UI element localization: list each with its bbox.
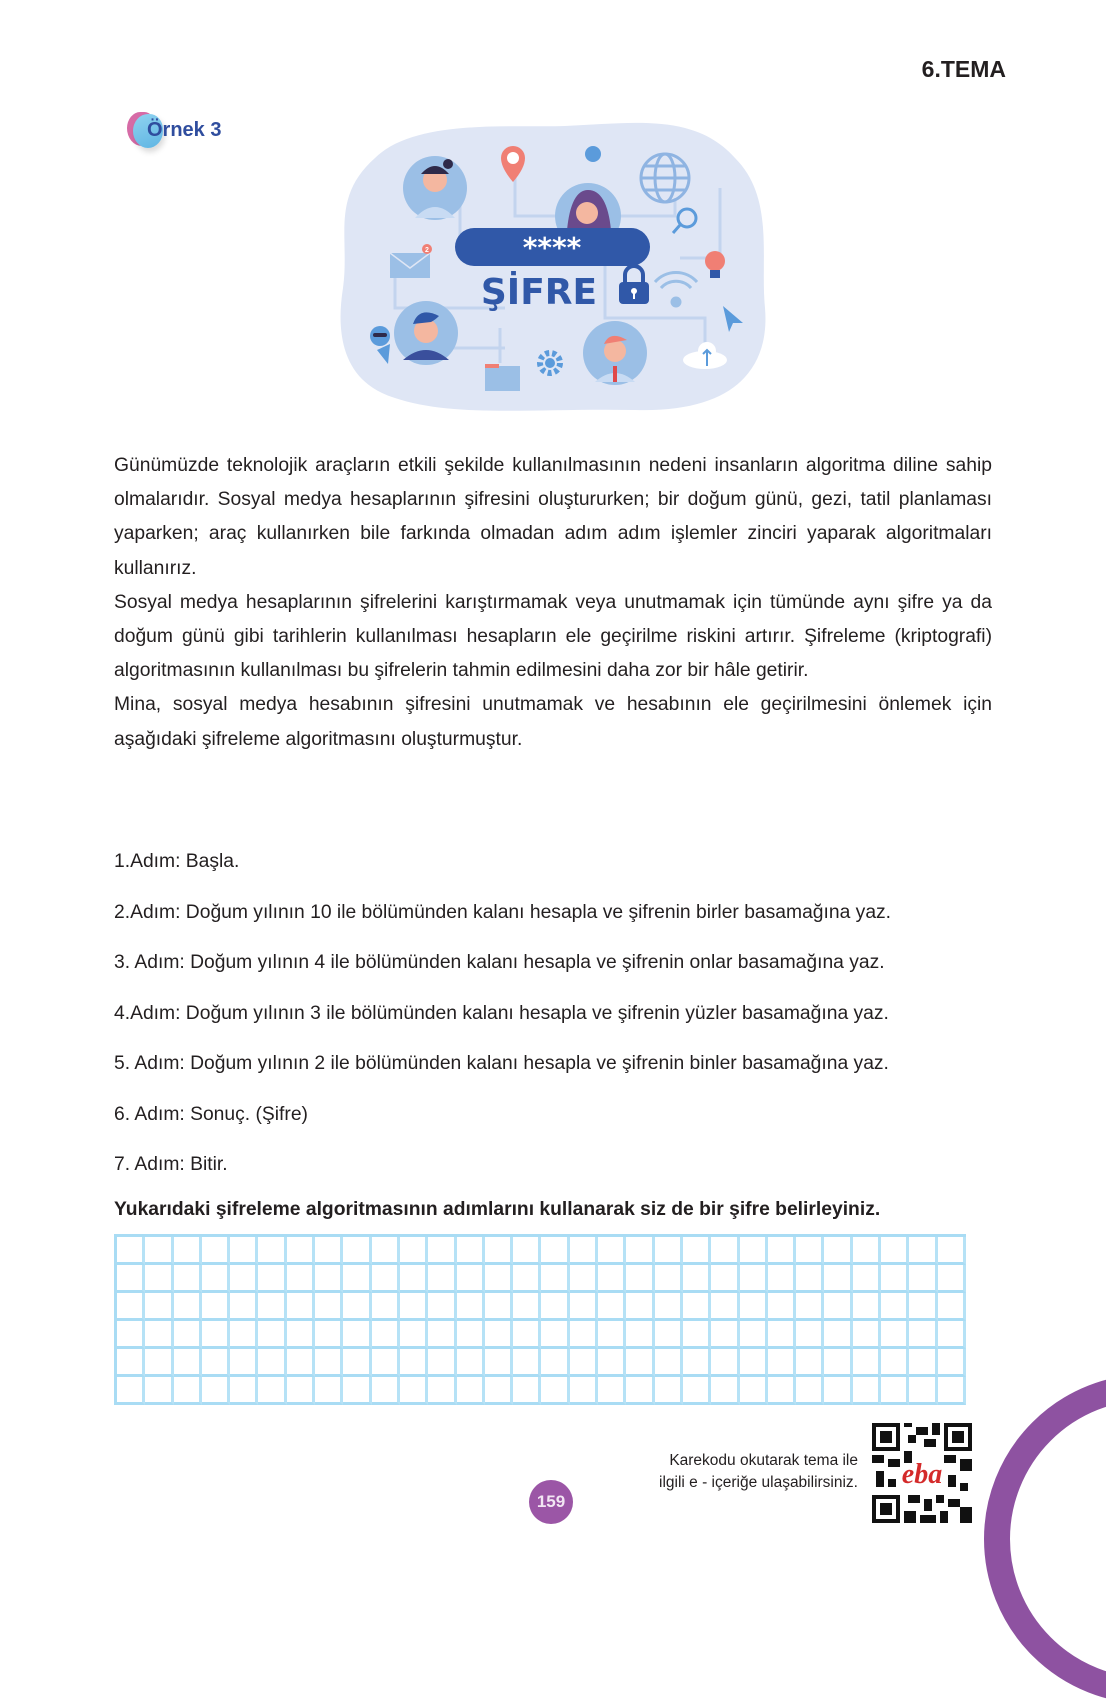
- grid-cell[interactable]: [796, 1293, 824, 1321]
- answer-grid[interactable]: [114, 1234, 966, 1405]
- step-item: 4.Adım: Doğum yılının 3 ile bölümünden kalanı hesapla ve şifrenin yüzler basamağına yaz.: [114, 1002, 889, 1024]
- grid-cell[interactable]: [598, 1349, 626, 1377]
- grid-cell[interactable]: [400, 1237, 428, 1265]
- paragraph: Sosyal medya hesaplarının şifrelerini karıştırmamak veya unutmamak için tümünde aynı şifre ya da doğum günü gibi tarihlerin kullanılması hesapların ele geçirilme riskini artırır. Şifreleme (kriptografi) algoritmasının kullanılması bu şifrelerin tahmin edilmesini daha zor bir hâle getirir.: [114, 591, 992, 682]
- grid-cell[interactable]: [909, 1293, 937, 1321]
- grid-cell[interactable]: [457, 1321, 485, 1349]
- grid-cell[interactable]: [428, 1321, 456, 1349]
- grid-cell[interactable]: [768, 1265, 796, 1293]
- grid-cell[interactable]: [796, 1349, 824, 1377]
- grid-cell[interactable]: [541, 1349, 569, 1377]
- grid-cell[interactable]: [655, 1349, 683, 1377]
- grid-cell[interactable]: [315, 1293, 343, 1321]
- grid-cell[interactable]: [457, 1349, 485, 1377]
- grid-cell[interactable]: [796, 1265, 824, 1293]
- grid-cell[interactable]: [711, 1265, 739, 1293]
- grid-cell[interactable]: [258, 1377, 286, 1405]
- grid-cell[interactable]: [457, 1265, 485, 1293]
- grid-cell[interactable]: [343, 1293, 371, 1321]
- grid-cell[interactable]: [711, 1377, 739, 1405]
- paragraph: Günümüzde teknolojik araçların etkili şekilde kullanılmasının nedeni insanların algoritma diline sahip olmalarıdır. Sosyal medya hesaplarının şifresini oluştururken; bir doğum günü, gezi, tatil planlaması yaparken; araç kullanırken bile farkında olmadan adım adım işlemler zinciri yaparak algoritmaları kullanırız.: [114, 455, 992, 579]
- grid-cell[interactable]: [457, 1377, 485, 1405]
- grid-cell[interactable]: [768, 1321, 796, 1349]
- grid-cell[interactable]: [541, 1265, 569, 1293]
- grid-cell[interactable]: [145, 1265, 173, 1293]
- grid-cell[interactable]: [513, 1349, 541, 1377]
- qr-code-icon[interactable]: [872, 1423, 972, 1523]
- grid-cell[interactable]: [258, 1237, 286, 1265]
- grid-cell[interactable]: [400, 1265, 428, 1293]
- grid-cell[interactable]: [457, 1293, 485, 1321]
- grid-cell[interactable]: [513, 1237, 541, 1265]
- grid-cell[interactable]: [824, 1377, 852, 1405]
- decorative-arc: [984, 1374, 1106, 1704]
- grid-cell[interactable]: [343, 1265, 371, 1293]
- grid-cell[interactable]: [343, 1237, 371, 1265]
- grid-cell[interactable]: [428, 1349, 456, 1377]
- step-item: 7. Adım: Bitir.: [114, 1154, 228, 1175]
- grid-cell[interactable]: [145, 1293, 173, 1321]
- grid-cell[interactable]: [230, 1377, 258, 1405]
- grid-cell[interactable]: [541, 1377, 569, 1405]
- grid-cell[interactable]: [683, 1293, 711, 1321]
- svg-text:****: ****: [522, 231, 582, 264]
- qr-caption-line: ilgili e - içeriğe ulaşabilirsiniz.: [659, 1474, 858, 1491]
- grid-cell[interactable]: [541, 1321, 569, 1349]
- grid-cell[interactable]: [174, 1293, 202, 1321]
- grid-cell[interactable]: [711, 1237, 739, 1265]
- grid-cell[interactable]: [570, 1349, 598, 1377]
- grid-cell[interactable]: [824, 1237, 852, 1265]
- grid-cell[interactable]: [796, 1321, 824, 1349]
- grid-cell[interactable]: [683, 1349, 711, 1377]
- grid-cell[interactable]: [202, 1237, 230, 1265]
- grid-cell[interactable]: [853, 1377, 881, 1405]
- grid-cell[interactable]: [485, 1237, 513, 1265]
- grid-cell[interactable]: [740, 1321, 768, 1349]
- grid-cell[interactable]: [174, 1349, 202, 1377]
- grid-cell[interactable]: [372, 1265, 400, 1293]
- grid-cell[interactable]: [626, 1293, 654, 1321]
- grid-cell[interactable]: [626, 1265, 654, 1293]
- grid-cell[interactable]: [853, 1265, 881, 1293]
- grid-cell[interactable]: [485, 1293, 513, 1321]
- grid-cell[interactable]: [117, 1293, 145, 1321]
- grid-cell[interactable]: [117, 1237, 145, 1265]
- qr-caption: [659, 1450, 858, 1494]
- grid-cell[interactable]: [428, 1237, 456, 1265]
- grid-cell[interactable]: [117, 1265, 145, 1293]
- grid-cell[interactable]: [824, 1349, 852, 1377]
- grid-cell[interactable]: [258, 1293, 286, 1321]
- grid-cell[interactable]: [117, 1349, 145, 1377]
- step-item: 2.Adım: Doğum yılının 10 ile bölümünden kalanı hesapla ve şifrenin birler basamağına yaz.: [114, 901, 892, 923]
- body-text: [114, 449, 992, 757]
- grid-cell[interactable]: [598, 1237, 626, 1265]
- grid-cell[interactable]: [485, 1265, 513, 1293]
- grid-cell[interactable]: [938, 1349, 966, 1377]
- grid-cell[interactable]: [881, 1237, 909, 1265]
- grid-cell[interactable]: [626, 1237, 654, 1265]
- page-number: 159: [529, 1480, 573, 1524]
- grid-cell[interactable]: [909, 1349, 937, 1377]
- grid-cell[interactable]: [287, 1377, 315, 1405]
- password-field: [455, 228, 650, 266]
- avatar-man-tie-icon: [583, 321, 647, 385]
- task-instruction: Yukarıdaki şifreleme algoritmasının adımlarını kullanarak siz de bir şifre belirleyiniz.: [114, 1199, 881, 1220]
- grid-cell[interactable]: [202, 1265, 230, 1293]
- grid-cell[interactable]: [683, 1265, 711, 1293]
- grid-cell[interactable]: [174, 1321, 202, 1349]
- grid-cell[interactable]: [513, 1321, 541, 1349]
- grid-cell[interactable]: [258, 1349, 286, 1377]
- grid-cell[interactable]: [372, 1321, 400, 1349]
- grid-cell[interactable]: [230, 1349, 258, 1377]
- grid-cell[interactable]: [570, 1377, 598, 1405]
- grid-cell[interactable]: [315, 1265, 343, 1293]
- grid-cell[interactable]: [428, 1293, 456, 1321]
- grid-cell[interactable]: [287, 1265, 315, 1293]
- grid-cell[interactable]: [683, 1377, 711, 1405]
- grid-cell[interactable]: [938, 1237, 966, 1265]
- grid-cell[interactable]: [287, 1321, 315, 1349]
- grid-cell[interactable]: [570, 1237, 598, 1265]
- folder-icon: [485, 364, 520, 391]
- grid-cell[interactable]: [287, 1349, 315, 1377]
- grid-cell[interactable]: [683, 1237, 711, 1265]
- grid-cell[interactable]: [202, 1321, 230, 1349]
- grid-cell[interactable]: [287, 1293, 315, 1321]
- grid-cell[interactable]: [145, 1321, 173, 1349]
- grid-cell[interactable]: [796, 1377, 824, 1405]
- theme-label: 6.TEMA: [921, 56, 1006, 82]
- grid-cell[interactable]: [400, 1293, 428, 1321]
- grid-cell[interactable]: [372, 1293, 400, 1321]
- grid-cell[interactable]: [683, 1321, 711, 1349]
- grid-cell[interactable]: [626, 1377, 654, 1405]
- grid-cell[interactable]: [343, 1321, 371, 1349]
- grid-cell[interactable]: [541, 1237, 569, 1265]
- grid-cell[interactable]: [655, 1237, 683, 1265]
- grid-cell[interactable]: [485, 1321, 513, 1349]
- grid-cell[interactable]: [740, 1377, 768, 1405]
- grid-cell[interactable]: [626, 1321, 654, 1349]
- grid-cell[interactable]: [117, 1321, 145, 1349]
- grid-cell[interactable]: [740, 1265, 768, 1293]
- grid-cell[interactable]: [230, 1293, 258, 1321]
- paragraph: Mina, sosyal medya hesabının şifresini unutmamak ve hesabının ele geçirilmesini önlemek için aşağıdaki şifreleme algoritmasını oluşturmuştur.: [114, 694, 992, 750]
- grid-cell[interactable]: [909, 1237, 937, 1265]
- grid-cell[interactable]: [485, 1349, 513, 1377]
- grid-cell[interactable]: [315, 1321, 343, 1349]
- grid-cell[interactable]: [145, 1237, 173, 1265]
- grid-cell[interactable]: [881, 1265, 909, 1293]
- grid-cell[interactable]: [768, 1377, 796, 1405]
- grid-cell[interactable]: [230, 1237, 258, 1265]
- grid-cell[interactable]: [202, 1349, 230, 1377]
- grid-cell[interactable]: [824, 1293, 852, 1321]
- grid-cell[interactable]: [938, 1321, 966, 1349]
- grid-cell[interactable]: [881, 1321, 909, 1349]
- grid-cell[interactable]: [400, 1321, 428, 1349]
- grid-cell[interactable]: [258, 1321, 286, 1349]
- grid-cell[interactable]: [485, 1377, 513, 1405]
- grid-cell[interactable]: [909, 1265, 937, 1293]
- grid-cell[interactable]: [174, 1237, 202, 1265]
- example-badge: [127, 110, 247, 150]
- grid-cell[interactable]: [938, 1377, 966, 1405]
- grid-cell[interactable]: [315, 1377, 343, 1405]
- grid-cell[interactable]: [711, 1321, 739, 1349]
- avatar-woman-glasses-icon: [403, 156, 467, 220]
- grid-cell[interactable]: [824, 1321, 852, 1349]
- step-item: 1.Adım: Başla.: [114, 851, 240, 872]
- grid-cell[interactable]: [513, 1265, 541, 1293]
- grid-cell[interactable]: [796, 1237, 824, 1265]
- grid-cell[interactable]: [598, 1377, 626, 1405]
- grid-cell[interactable]: [626, 1349, 654, 1377]
- grid-cell[interactable]: [145, 1349, 173, 1377]
- grid-cell[interactable]: [655, 1377, 683, 1405]
- grid-cell[interactable]: [372, 1377, 400, 1405]
- step-item: 3. Adım: Doğum yılının 4 ile bölümünden kalanı hesapla ve şifrenin onlar basamağına yaz.: [114, 952, 885, 973]
- qr-caption-line: Karekodu okutarak tema ile: [669, 1452, 858, 1469]
- grid-cell[interactable]: [315, 1237, 343, 1265]
- grid-cell[interactable]: [598, 1293, 626, 1321]
- grid-cell[interactable]: [740, 1349, 768, 1377]
- grid-cell[interactable]: [202, 1293, 230, 1321]
- grid-cell[interactable]: [315, 1349, 343, 1377]
- grid-cell[interactable]: [174, 1377, 202, 1405]
- grid-cell[interactable]: [287, 1237, 315, 1265]
- grid-cell[interactable]: [230, 1265, 258, 1293]
- grid-cell[interactable]: [343, 1377, 371, 1405]
- algorithm-steps: [114, 846, 1004, 1200]
- grid-cell[interactable]: [428, 1265, 456, 1293]
- step-item: 5. Adım: Doğum yılının 2 ile bölümünden kalanı hesapla ve şifrenin binler basamağına yaz.: [114, 1053, 889, 1074]
- step-item: 6. Adım: Sonuç. (Şifre): [114, 1103, 308, 1125]
- grid-cell[interactable]: [400, 1377, 428, 1405]
- grid-cell[interactable]: [258, 1265, 286, 1293]
- grid-cell[interactable]: [655, 1321, 683, 1349]
- grid-cell[interactable]: [343, 1349, 371, 1377]
- grid-cell[interactable]: [711, 1349, 739, 1377]
- sifre-title: ŞİFRE: [480, 272, 598, 313]
- grid-cell[interactable]: [513, 1293, 541, 1321]
- grid-cell[interactable]: [740, 1293, 768, 1321]
- avatar-man-icon: [394, 301, 458, 365]
- grid-cell[interactable]: [400, 1349, 428, 1377]
- grid-cell[interactable]: [655, 1293, 683, 1321]
- grid-cell[interactable]: [938, 1265, 966, 1293]
- svg-text:eba: eba: [901, 1459, 943, 1490]
- grid-cell[interactable]: [513, 1377, 541, 1405]
- password-illustration: [335, 118, 772, 414]
- grid-cell[interactable]: [570, 1321, 598, 1349]
- grid-cell[interactable]: [655, 1265, 683, 1293]
- grid-cell[interactable]: [598, 1265, 626, 1293]
- grid-cell[interactable]: [881, 1349, 909, 1377]
- grid-cell[interactable]: [570, 1293, 598, 1321]
- grid-cell[interactable]: [372, 1237, 400, 1265]
- chat-bubble-icon: [585, 146, 601, 162]
- grid-cell[interactable]: [853, 1293, 881, 1321]
- grid-cell[interactable]: [372, 1349, 400, 1377]
- grid-cell[interactable]: [202, 1377, 230, 1405]
- grid-cell[interactable]: [938, 1293, 966, 1321]
- grid-cell[interactable]: [117, 1377, 145, 1405]
- grid-cell[interactable]: [853, 1237, 881, 1265]
- grid-cell[interactable]: [457, 1237, 485, 1265]
- grid-cell[interactable]: [909, 1377, 937, 1405]
- grid-cell[interactable]: [881, 1377, 909, 1405]
- grid-cell[interactable]: [824, 1265, 852, 1293]
- grid-cell[interactable]: [570, 1265, 598, 1293]
- svg-text:2: 2: [425, 247, 429, 254]
- grid-cell[interactable]: [145, 1377, 173, 1405]
- grid-cell[interactable]: [853, 1349, 881, 1377]
- grid-cell[interactable]: [768, 1349, 796, 1377]
- grid-cell[interactable]: [174, 1265, 202, 1293]
- grid-cell[interactable]: [909, 1321, 937, 1349]
- grid-cell[interactable]: [881, 1293, 909, 1321]
- example-label: Örnek 3: [147, 119, 222, 141]
- grid-cell[interactable]: [711, 1293, 739, 1321]
- grid-cell[interactable]: [768, 1293, 796, 1321]
- grid-cell[interactable]: [230, 1321, 258, 1349]
- grid-cell[interactable]: [853, 1321, 881, 1349]
- grid-cell[interactable]: [740, 1237, 768, 1265]
- grid-cell[interactable]: [768, 1237, 796, 1265]
- grid-cell[interactable]: [428, 1377, 456, 1405]
- grid-cell[interactable]: [598, 1321, 626, 1349]
- grid-cell[interactable]: [541, 1293, 569, 1321]
